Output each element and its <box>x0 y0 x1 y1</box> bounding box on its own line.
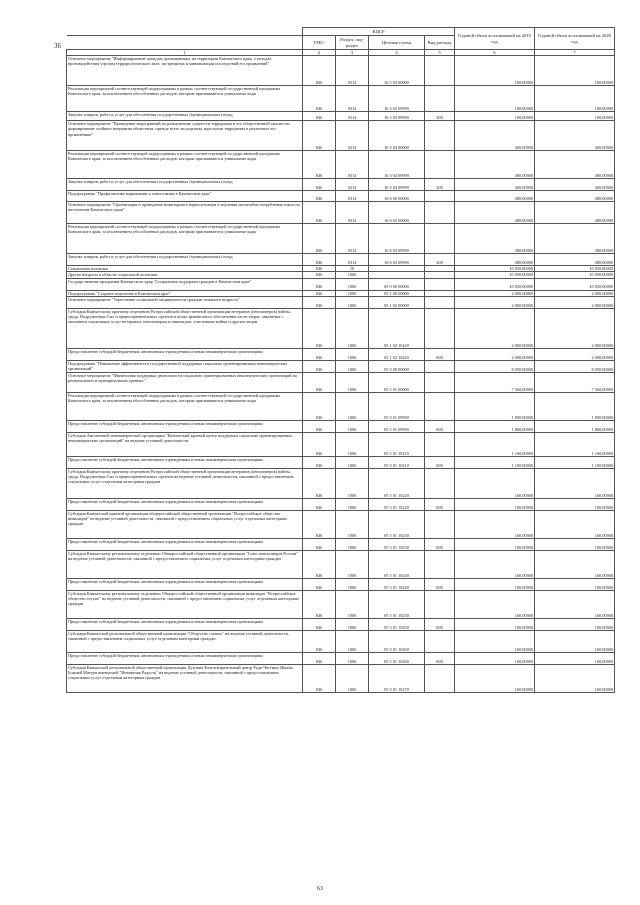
row-sum-2019: 280,00000 <box>455 254 535 266</box>
row-vr <box>425 86 455 112</box>
row-vr <box>425 590 455 618</box>
row-vr <box>425 308 455 348</box>
table-row <box>67 550 615 578</box>
row-sum-2019: 400,00000 <box>455 151 535 179</box>
row-vr: 600 <box>425 652 455 664</box>
row-grbs: 846 <box>303 538 336 550</box>
row-sum-2019: 2 000,00000 <box>455 290 535 296</box>
row-sum-2020: 280,00000 <box>535 224 615 254</box>
row-sum-2019: 100,00000 <box>455 56 535 86</box>
table-row <box>67 202 615 224</box>
table-row <box>67 191 615 202</box>
row-name: Государственная программа Камчатского края "Социальная поддержка граждан в Камчатском крае" <box>67 278 303 290</box>
row-grbs: 846 <box>303 308 336 348</box>
row-grbs: 846 <box>303 191 336 202</box>
row-grbs: 846 <box>303 432 336 456</box>
row-sum-2020: 8 050,00000 <box>535 360 615 372</box>
row-name: Субсидия Автономной некоммерческой организации "Камчатский краевой центр поддержки социально ориентированных некоммерческих организаций" на ведение уставной деятельности <box>67 432 303 456</box>
row-sum-2020: 1 100,00000 <box>535 456 615 468</box>
row-csr: 16 5 04 09990 <box>369 179 425 191</box>
budget-table <box>66 27 615 693</box>
header-csr: Целевая статья <box>369 36 425 50</box>
header-grbs: ГРБС <box>303 36 336 50</box>
row-sum-2019: 400,00000 <box>455 179 535 191</box>
row-sum-2019: 160,00000 <box>455 538 535 550</box>
row-vr: 200 <box>425 254 455 266</box>
row-razdel: 0314 <box>336 202 369 224</box>
row-name: Субсидия Камчатскому краевому отделению Всероссийской общественной организации ветеранов (пенсионеров) войны, труда, Вооруженных Сил и правоохранительных органов на ведение уставной деятельности, связанной с предоставлением социальных услуг отдельным категориям граждан <box>67 468 303 498</box>
row-vr <box>425 360 455 372</box>
row-grbs: 846 <box>303 254 336 266</box>
row-csr: 16 6 03 00000 <box>369 202 425 224</box>
row-razdel: 1006 <box>336 618 369 630</box>
row-csr: 16 6 03 09990 <box>369 254 425 266</box>
row-vr: 200 <box>425 112 455 121</box>
row-name: Другие вопросы в области социальной политики <box>67 272 303 278</box>
row-sum-2019: 160,00000 <box>455 652 535 664</box>
row-sum-2020: 2 000,00000 <box>535 308 615 348</box>
row-sum-2020: 160,00000 <box>535 652 615 664</box>
row-name: Реализация мероприятий соответствующей подпрограммы в рамках соответствующей государственной программы Камчатского края, за исключением обособленных расходов, которым присваиваются уникальные коды <box>67 224 303 254</box>
row-csr: 05 5 01 10240 <box>369 578 425 590</box>
row-sum-2020: 400,00000 <box>535 121 615 151</box>
row-name: Подпрограмма "Повышение эффективности государственной поддержки социально ориентированных некоммерческих организаций" <box>67 360 303 372</box>
row-name: Субсидия Камчатскому региональному отделению Общероссийской общественной организации "Союз пенсионеров России" на ведение уставной деятельности, связанной с предоставлением социальных услуг отдельным категориям граждан <box>67 550 303 578</box>
row-sum-2020: 160,00000 <box>535 538 615 550</box>
row-grbs: 846 <box>303 151 336 179</box>
row-sum-2020: 10 050,00000 <box>535 272 615 278</box>
row-sum-2019: 1 100,00000 <box>455 432 535 456</box>
row-csr: 05 1 02 10420 <box>369 308 425 348</box>
row-razdel: 0314 <box>336 121 369 151</box>
row-vr <box>425 550 455 578</box>
row-name: Предоставление субсидий бюджетным, автономным учреждениям и иным некоммерческим организациям <box>67 652 303 664</box>
row-grbs: 846 <box>303 618 336 630</box>
row-razdel: 1006 <box>336 550 369 578</box>
row-grbs: 846 <box>303 56 336 86</box>
row-vr <box>425 664 455 692</box>
table-row <box>67 664 615 692</box>
row-sum-2019: 7 560,00000 <box>455 372 535 392</box>
row-csr: 05 5 01 10250 <box>369 590 425 618</box>
row-razdel: 1006 <box>336 272 369 278</box>
row-razdel: 1006 <box>336 630 369 652</box>
row-vr <box>425 202 455 224</box>
row-csr: 16 5 04 09990 <box>369 151 425 179</box>
table-row <box>67 590 615 618</box>
row-vr <box>425 630 455 652</box>
row-sum-2019: 2 000,00000 <box>455 308 535 348</box>
row-name: Субсидия Камчатской региональной общественной организации "Общество слепых" на ведение уставной деятельности, связанной с предоставлением социальных услуг отдельным категориям граждан <box>67 630 303 652</box>
row-razdel: 0314 <box>336 254 369 266</box>
row-vr <box>425 432 455 456</box>
row-name: Реализация мероприятий соответствующей подпрограммы в рамках соответствующей государственной программы Камчатского края, за исключением обособленных расходов, которым присваиваются уникальные коды <box>67 151 303 179</box>
row-razdel: 0314 <box>336 86 369 112</box>
row-sum-2019: 1 800,00000 <box>455 392 535 420</box>
row-grbs: 846 <box>303 510 336 538</box>
row-razdel: 1006 <box>336 468 369 498</box>
row-csr: 05 5 01 00000 <box>369 372 425 392</box>
row-sum-2020: 10 050,00000 <box>535 278 615 290</box>
row-sum-2019: 10 050,00000 <box>455 272 535 278</box>
row-name: Предоставление субсидий бюджетным, автономным учреждениям и иным некоммерческим организациям <box>67 498 303 510</box>
table-row <box>67 392 615 420</box>
table-row <box>67 121 615 151</box>
row-sum-2019: 160,00000 <box>455 664 535 692</box>
row-sum-2020: 2 000,00000 <box>535 296 615 308</box>
header-num: 7 <box>535 50 615 56</box>
row-sum-2020: 100,00000 <box>535 112 615 121</box>
row-sum-2019: 280,00000 <box>455 191 535 202</box>
row-sum-2020: 100,00000 <box>535 56 615 86</box>
row-sum-2019: 100,00000 <box>455 112 535 121</box>
row-name: Реализация мероприятий соответствующей подпрограммы в рамках соответствующей государственной программы Камчатского края, за исключением обособленных расходов, которым присваиваются уникальные коды <box>67 86 303 112</box>
row-name: Предоставление субсидий бюджетным, автономным учреждениям и иным некоммерческим организациям <box>67 578 303 590</box>
header-num: 5 <box>425 50 455 56</box>
row-csr: 05 5 01 09990 <box>369 392 425 420</box>
row-sum-2019: 160,00000 <box>455 630 535 652</box>
table-row <box>67 420 615 432</box>
header-num: 4 <box>369 50 425 56</box>
row-sum-2019: 280,00000 <box>455 224 535 254</box>
row-name: Подпрограмма "Старшее поколение в Камчатском крае" <box>67 290 303 296</box>
row-razdel: 0314 <box>336 179 369 191</box>
row-vr: 600 <box>425 456 455 468</box>
row-sum-2020: 280,00000 <box>535 202 615 224</box>
row-csr: 05 5 01 10260 <box>369 630 425 652</box>
table-row <box>67 179 615 191</box>
table-row <box>67 468 615 498</box>
row-razdel: 10 <box>336 266 369 272</box>
row-grbs: 846 <box>303 272 336 278</box>
row-name: Основное мероприятие "Информирование граждан, проживающих на территории Камчатского края, о методах противодействия угрозам террористического акта, экстремизма и минимизации последствий его проявлений" <box>67 56 303 86</box>
row-name: Предоставление субсидий бюджетным, автономным учреждениям и иным некоммерческим организациям <box>67 618 303 630</box>
row-name: Основное мероприятие "Проведение мероприятий по разъяснению сущности терроризма и его общественной опасности, формирование стойкого неприятия обществом, прежде всего молодежью, идеологии терроризма в различных его проявлениях" <box>67 121 303 151</box>
table-row <box>67 360 615 372</box>
row-vr <box>425 468 455 498</box>
row-sum-2020: 160,00000 <box>535 578 615 590</box>
row-csr: 05 5 01 09990 <box>369 420 425 432</box>
row-csr: 05 5 01 10270 <box>369 664 425 692</box>
row-csr: 05 5 01 10240 <box>369 550 425 578</box>
row-sum-2020: 160,00000 <box>535 510 615 538</box>
table-row <box>67 652 615 664</box>
row-sum-2020: 160,00000 <box>535 630 615 652</box>
row-name: Субсидия Камчатскому краевому отделению Всероссийской общественной организации ветеранов (пенсионеров) войны, труда, Вооруженных Сил и правоохранительных органов в целях финансового обеспечения части затрат, связанных с оказанием социальных услуг ветеранам, пенсионерам и инвалидам, участникам войны и другим лицам <box>67 308 303 348</box>
row-vr: 600 <box>425 420 455 432</box>
row-grbs: 846 <box>303 550 336 578</box>
row-sum-2019: 1 800,00000 <box>455 420 535 432</box>
row-sum-2019: 160,00000 <box>455 550 535 578</box>
row-sum-2020: 160,00000 <box>535 664 615 692</box>
row-name: Субсидия Камчатской региональной общественной организации Духовно-Благотворительный центр Ради Честных Иконы Божией Матери именуемой "Нечаянная Радость" на ведение уставной деятельности, связанной с предоставлением социальных услуг отдельным категориям граждан <box>67 664 303 692</box>
row-sum-2020: 1 800,00000 <box>535 420 615 432</box>
row-sum-2019: 2 000,00000 <box>455 296 535 308</box>
row-name: Реализация мероприятий соответствующей подпрограммы в рамках соответствующей государственной программы Камчатского края, за исключением обособленных расходов, которым присваиваются уникальные коды <box>67 392 303 420</box>
row-csr: 16 6 03 09990 <box>369 224 425 254</box>
row-grbs: 846 <box>303 202 336 224</box>
row-sum-2020: 160,00000 <box>535 498 615 510</box>
row-vr: 200 <box>425 179 455 191</box>
row-razdel: 1006 <box>336 348 369 360</box>
row-name: Субсидия Камчатской краевой организации общероссийской общественной организации "Всероссийское общество инвалидов" на ведение уставной деятельности, связанной с предоставлением социальных услуг отдельным категориям граждан <box>67 510 303 538</box>
row-sum-2019: 160,00000 <box>455 468 535 498</box>
row-sum-2019: 160,00000 <box>455 590 535 618</box>
header-vr: Вид расхода <box>425 36 455 50</box>
row-name: Основное мероприятие "Организация и проведение мониторинга наркоситуации и изучения масштабов потребления алкоголя населением Камчатского края" <box>67 202 303 224</box>
row-razdel: 1006 <box>336 290 369 296</box>
row-vr: 600 <box>425 538 455 550</box>
row-razdel: 1006 <box>336 510 369 538</box>
row-grbs: 846 <box>303 652 336 664</box>
row-grbs: 846 <box>303 86 336 112</box>
row-csr: 05 5 01 10210 <box>369 432 425 456</box>
row-vr <box>425 510 455 538</box>
row-sum-2020: 100,00000 <box>535 86 615 112</box>
row-name: Основное мероприятие "Укрепление социальной защищенности граждан пожилого возраста" <box>67 296 303 308</box>
row-sum-2020: 160,00000 <box>535 550 615 578</box>
row-razdel: 1006 <box>336 372 369 392</box>
table-row <box>67 456 615 468</box>
row-grbs: 846 <box>303 498 336 510</box>
row-vr <box>425 278 455 290</box>
row-vr <box>425 191 455 202</box>
row-sum-2020: 400,00000 <box>535 179 615 191</box>
header-group: КЦСР <box>303 28 455 36</box>
row-csr: 05 5 01 10260 <box>369 652 425 664</box>
row-sum-2019: 10 050,00000 <box>455 266 535 272</box>
row-razdel: 1006 <box>336 652 369 664</box>
table-row <box>67 578 615 590</box>
row-razdel: 1006 <box>336 538 369 550</box>
page-number: 63 <box>317 886 323 892</box>
row-grbs: 846 <box>303 290 336 296</box>
row-sum-2020: 10 050,00000 <box>535 266 615 272</box>
row-csr: 05 5 01 10230 <box>369 510 425 538</box>
row-razdel: 0314 <box>336 112 369 121</box>
row-name: Социальная политика <box>67 266 303 272</box>
row-csr: 05 0 00 00000 <box>369 278 425 290</box>
table-row <box>67 278 615 290</box>
row-grbs: 846 <box>303 456 336 468</box>
row-csr: 16 5 03 09990 <box>369 112 425 121</box>
row-csr: 05 5 01 10220 <box>369 468 425 498</box>
budget-table-page <box>66 27 614 693</box>
row-grbs: 846 <box>303 392 336 420</box>
header-num: 1 <box>67 50 303 56</box>
row-vr <box>425 121 455 151</box>
row-grbs: 846 <box>303 278 336 290</box>
row-name: Предоставление субсидий бюджетным, автономным учреждениям и иным некоммерческим организациям <box>67 456 303 468</box>
row-csr: 16 6 00 00000 <box>369 191 425 202</box>
page-marker: 36 <box>54 42 61 50</box>
row-vr: 600 <box>425 578 455 590</box>
row-vr <box>425 372 455 392</box>
row-name: Закупка товаров, работ и услуг для обеспечения государственных (муниципальных) нужд <box>67 112 303 121</box>
row-sum-2019: 160,00000 <box>455 498 535 510</box>
row-csr: 16 5 03 09990 <box>369 86 425 112</box>
row-grbs: 846 <box>303 578 336 590</box>
row-name: Закупка товаров, работ и услуг для обеспечения государственных (муниципальных) нужд <box>67 254 303 266</box>
row-grbs: 846 <box>303 630 336 652</box>
row-sum-2019: 160,00000 <box>455 510 535 538</box>
row-sum-2020: 160,00000 <box>535 468 615 498</box>
row-grbs: 846 <box>303 590 336 618</box>
row-vr: 600 <box>425 618 455 630</box>
row-razdel: 0314 <box>336 151 369 179</box>
header-num: 6 <box>455 50 535 56</box>
row-sum-2019: 160,00000 <box>455 618 535 630</box>
row-sum-2020: 160,00000 <box>535 590 615 618</box>
row-csr: 05 1 02 10420 <box>369 348 425 360</box>
row-grbs: 846 <box>303 420 336 432</box>
row-sum-2020: 2 000,00000 <box>535 290 615 296</box>
row-vr <box>425 151 455 179</box>
row-sum-2019: 1 100,00000 <box>455 456 535 468</box>
row-vr <box>425 224 455 254</box>
row-razdel: 0314 <box>336 191 369 202</box>
row-vr <box>425 296 455 308</box>
table-row <box>67 56 615 86</box>
header-num: 2 <box>303 50 336 56</box>
row-vr <box>425 56 455 86</box>
row-grbs: 846 <box>303 224 336 254</box>
row-sum-2019: 2 000,00000 <box>455 348 535 360</box>
row-razdel: 1006 <box>336 392 369 420</box>
row-sum-2019: 280,00000 <box>455 202 535 224</box>
row-razdel: 1006 <box>336 456 369 468</box>
row-name: Подпрограмма "Профилактика наркомании и алкоголизма в Камчатском крае" <box>67 191 303 202</box>
table-row <box>67 224 615 254</box>
row-csr: 05 1 02 00000 <box>369 296 425 308</box>
table-row <box>67 498 615 510</box>
header-sum-2020: Годовой объем ассигнований на 2020 год <box>535 28 615 50</box>
row-sum-2020: 280,00000 <box>535 254 615 266</box>
row-csr: 16 5 03 00000 <box>369 56 425 86</box>
row-vr <box>425 392 455 420</box>
row-sum-2019: 160,00000 <box>455 578 535 590</box>
row-vr: 600 <box>425 348 455 360</box>
row-csr: 05 5 01 10220 <box>369 498 425 510</box>
table-row <box>67 254 615 266</box>
row-grbs: 846 <box>303 468 336 498</box>
row-sum-2019: 100,00000 <box>455 86 535 112</box>
table-row <box>67 630 615 652</box>
row-razdel: 1006 <box>336 278 369 290</box>
row-name: Основное мероприятие "Финансовая поддержка деятельности социально ориентированных некоммерческих организаций на региональном и муниципальном уровнях" <box>67 372 303 392</box>
header-sum-2019: Годовой объем ассигнований на 2019 год <box>455 28 535 50</box>
row-sum-2019: 10 050,00000 <box>455 278 535 290</box>
row-razdel: 1006 <box>336 578 369 590</box>
row-grbs: 846 <box>303 179 336 191</box>
header-razdel: Раздел, под-раздел <box>336 36 369 50</box>
row-razdel: 1006 <box>336 432 369 456</box>
row-razdel: 0314 <box>336 224 369 254</box>
header-num: 3 <box>336 50 369 56</box>
row-razdel: 1006 <box>336 664 369 692</box>
row-name: Предоставление субсидий бюджетным, автономным учреждениям и иным некоммерческим организациям <box>67 538 303 550</box>
row-razdel: 1006 <box>336 498 369 510</box>
row-grbs: 846 <box>303 121 336 151</box>
row-csr: 05 5 01 10210 <box>369 456 425 468</box>
table-row <box>67 308 615 348</box>
row-razdel: 0314 <box>336 56 369 86</box>
row-vr: 600 <box>425 498 455 510</box>
table-row <box>67 151 615 179</box>
row-razdel: 1006 <box>336 360 369 372</box>
table-row <box>67 372 615 392</box>
row-sum-2020: 1 800,00000 <box>535 392 615 420</box>
table-row <box>67 538 615 550</box>
row-grbs: 846 <box>303 348 336 360</box>
table-row <box>67 432 615 456</box>
table-row <box>67 296 615 308</box>
row-grbs: 846 <box>303 112 336 121</box>
row-grbs: 846 <box>303 372 336 392</box>
row-sum-2020: 1 100,00000 <box>535 432 615 456</box>
table-row <box>67 348 615 360</box>
row-grbs: 846 <box>303 266 336 272</box>
table-row <box>67 510 615 538</box>
row-name: Предоставление субсидий бюджетным, автономным учреждениям и иным некоммерческим организациям <box>67 420 303 432</box>
row-razdel: 1006 <box>336 420 369 432</box>
row-sum-2020: 280,00000 <box>535 191 615 202</box>
row-csr: 05 5 01 10230 <box>369 538 425 550</box>
row-grbs: 846 <box>303 296 336 308</box>
row-name: Субсидия Камчатскому региональному отделению Общероссийской общественной организации инвалидов "Всероссийское общество глухих" на ведение уставной деятельности, связанной с предоставлением социальных услуг отдельным категориям граждан <box>67 590 303 618</box>
row-sum-2019: 400,00000 <box>455 121 535 151</box>
row-grbs: 846 <box>303 360 336 372</box>
table-row <box>67 86 615 112</box>
row-name: Закупка товаров, работ и услуг для обеспечения государственных (муниципальных) нужд <box>67 179 303 191</box>
row-razdel: 1006 <box>336 308 369 348</box>
row-sum-2019: 8 050,00000 <box>455 360 535 372</box>
row-sum-2020: 160,00000 <box>535 618 615 630</box>
row-razdel: 1006 <box>336 590 369 618</box>
row-sum-2020: 400,00000 <box>535 151 615 179</box>
row-csr: 05 5 00 00000 <box>369 360 425 372</box>
row-csr: 05 5 01 10250 <box>369 618 425 630</box>
row-sum-2020: 2 000,00000 <box>535 348 615 360</box>
row-grbs: 846 <box>303 664 336 692</box>
table-row <box>67 618 615 630</box>
table-row <box>67 112 615 121</box>
row-sum-2020: 7 560,00000 <box>535 372 615 392</box>
row-razdel: 1006 <box>336 296 369 308</box>
row-csr: 05 1 00 00000 <box>369 290 425 296</box>
row-csr: 16 5 04 00000 <box>369 121 425 151</box>
row-name: Предоставление субсидий бюджетным, автономным учреждениям и иным некоммерческим организациям <box>67 348 303 360</box>
